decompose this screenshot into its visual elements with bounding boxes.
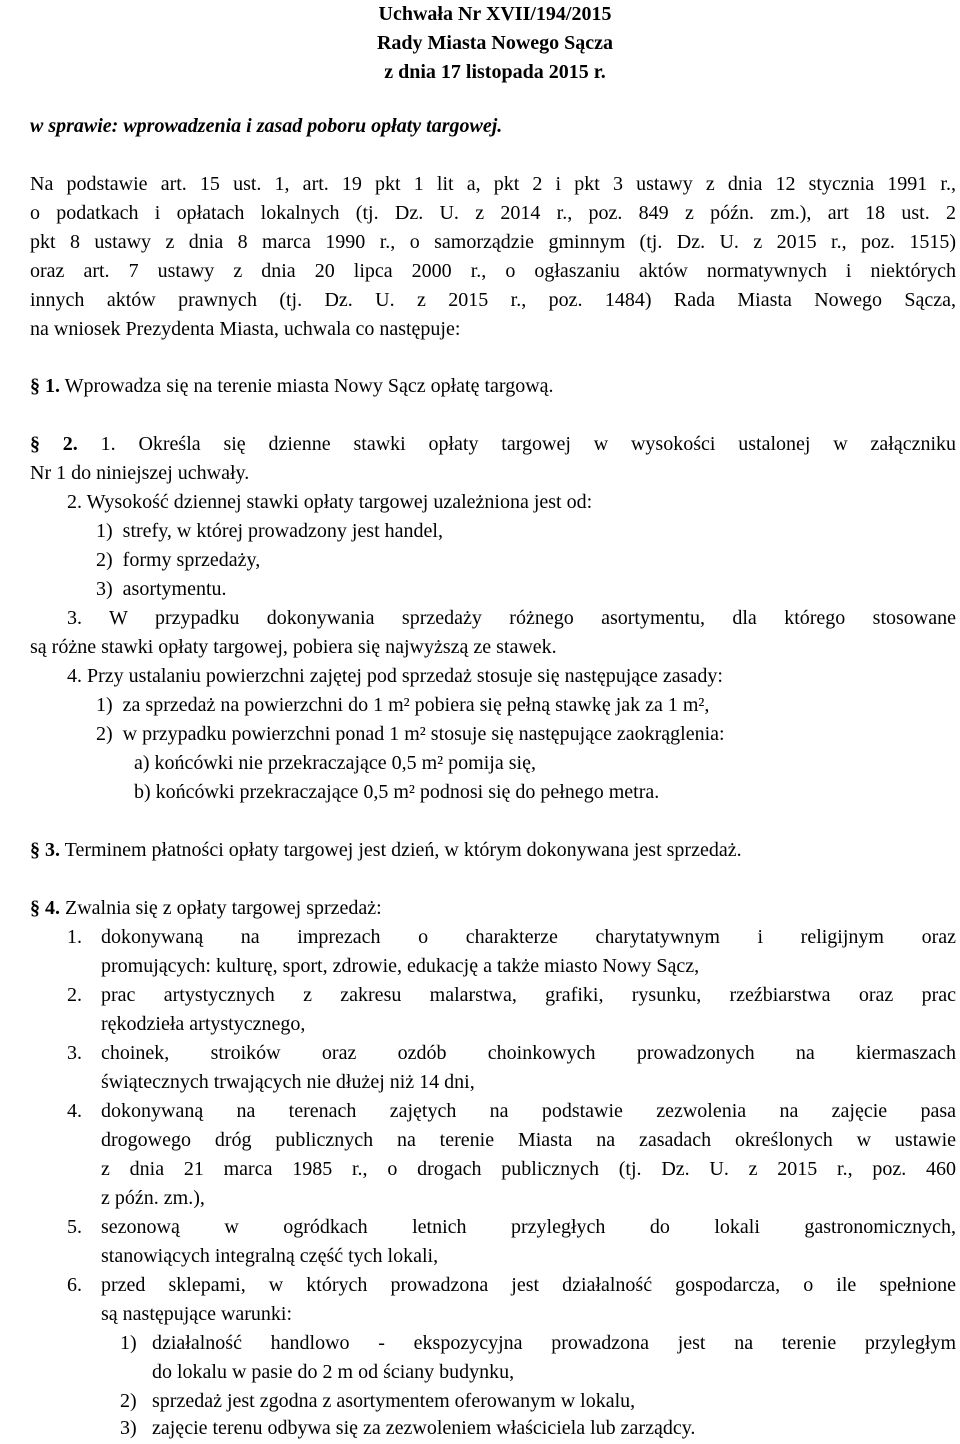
section-4-text: Zwalnia się z opłaty targowej sprzedaż: <box>65 897 382 919</box>
section-2-p4-text: Przy ustalaniu powierzchni zajętej pod sprzedaż stosuje się następujące zasady: <box>87 665 723 687</box>
preamble-line: innych aktów prawnych (tj. Dz. U. z 2015 r., poz. 1484) Rada Miasta Nowego Sącza, <box>30 289 956 311</box>
exemption-line: dokonywaną na terenach zajętych na podstawie zezwolenia na zajęcie pasa <box>101 1100 956 1122</box>
list-item-num: 2) <box>96 549 113 571</box>
preamble-line: na wniosek Prezydenta Miasta, uchwala co następuje: <box>30 318 461 340</box>
resolution-date: z dnia 17 listopada 2015 r. <box>384 61 606 83</box>
preamble-line: o podatkach i opłatach lokalnych (tj. Dz. U. z 2014 r., poz. 849 z późn. zm.), art 18 ust. 2 <box>30 202 956 224</box>
sub-list-item-text: końcówki nie przekraczające 0,5 m² pomija się, <box>154 752 536 774</box>
list-item-text: asortymentu. <box>122 578 227 600</box>
section-2-p1-line2: Nr 1 do niniejszej uchwały. <box>30 462 250 484</box>
preamble-line: oraz art. 7 ustawy z dnia 20 lipca 2000 r., o ogłaszaniu aktów normatywnych i niektórych <box>30 260 956 282</box>
exemption-line: z dnia 21 marca 1985 r., o drogach publicznych (tj. Dz. U. z 2015 r., poz. 460 <box>101 1158 956 1180</box>
exemption-line: dokonywaną na imprezach o charakterze charytatywnym i religijnym oraz <box>101 926 956 948</box>
list-item <box>96 575 227 603</box>
section-3-mark: § 3. <box>30 839 60 861</box>
exemption-line: choinek, stroików oraz ozdób choinkowych prowadzonych na kiermaszach <box>101 1042 956 1064</box>
list-item-text: za sprzedaż na powierzchni do 1 m² pobiera się pełną stawkę jak za 1 m², <box>122 694 710 716</box>
list-item-num: 3) <box>96 578 113 600</box>
exemption-line: sezonową w ogródkach letnich przyległych do lokali gastronomicznych, <box>101 1216 956 1238</box>
council-name: Rady Miasta Nowego Sącza <box>376 32 614 54</box>
section-2-p3-text: W przypadku dokonywania sprzedaży różnego asortymentu, dla którego stosowane <box>109 607 957 629</box>
exemption-line: promujących: kulturę, sport, zdrowie, edukację a także miasto Nowy Sącz, <box>101 955 700 977</box>
condition-num: 3) <box>120 1417 137 1439</box>
condition-line: do lokalu w pasie do 2 m od ściany budynku, <box>152 1361 515 1383</box>
condition-line: działalność handlowo - ekspozycyjna prowadzona jest na terenie przyległym <box>152 1332 956 1354</box>
condition-line: zajęcie terenu odbywa się za zezwoleniem właściciela lub zarządcy. <box>152 1417 696 1439</box>
exemption-line: są następujące warunki: <box>101 1303 293 1325</box>
section-2-p2 <box>67 488 592 516</box>
list-item-text: formy sprzedaży, <box>122 549 261 571</box>
condition-num: 2) <box>120 1390 137 1412</box>
exemption-line: przed sklepami, w których prowadzona jest działalność gospodarcza, o ile spełnione <box>101 1274 956 1296</box>
section-2-p1-text: Określa się dzienne stawki opłaty targowej w wysokości ustalonej w załączniku <box>138 433 957 455</box>
sub-list-item <box>134 778 659 806</box>
list-item <box>96 517 443 545</box>
section-2-p3-num: 3. <box>67 607 82 629</box>
section-2-p1-line1 <box>30 430 956 458</box>
section-2-mark: § 2. <box>30 433 78 455</box>
preamble-line: pkt 8 ustawy z dnia 8 marca 1990 r., o samorządzie gminnym (tj. Dz. U. z 2015 r., poz. 1515) <box>30 231 956 253</box>
section-2-p4-num: 4. <box>67 665 82 687</box>
exemption-line: prac artystycznych z zakresu malarstwa, grafiki, rysunku, rzeźbiarstwa oraz prac <box>101 984 956 1006</box>
list-item-num: 1) <box>96 694 113 716</box>
section-3 <box>30 836 956 864</box>
condition-line: sprzedaż jest zgodna z asortymentem oferowanym w lokalu, <box>152 1390 636 1412</box>
list-item <box>96 691 709 719</box>
list-item-num: 2) <box>96 723 113 745</box>
list-item-text: strefy, w której prowadzony jest handel, <box>122 520 443 542</box>
resolution-subject: w sprawie: wprowadzenia i zasad poboru opłaty targowej. <box>30 115 503 137</box>
exemption-line: świątecznych trwających nie dłużej niż 14 dni, <box>101 1071 475 1093</box>
condition-num: 1) <box>120 1332 137 1354</box>
section-3-text: Terminem płatności opłaty targowej jest dzień, w którym dokonywana jest sprzedaż. <box>64 839 742 861</box>
section-2-p4 <box>67 662 723 690</box>
section-2-p2-num: 2. <box>67 491 82 513</box>
section-2-p2-text: Wysokość dziennej stawki opłaty targowej uzależniona jest od: <box>86 491 593 513</box>
list-item <box>96 546 260 574</box>
exemption-line: stanowiących integralną część tych lokali, <box>101 1245 439 1267</box>
exemption-num: 4. <box>67 1100 82 1122</box>
exemption-line: z późn. zm.), <box>101 1187 205 1209</box>
resolution-header <box>0 0 960 87</box>
sub-list-item-num: b) <box>134 781 151 803</box>
exemption-num: 5. <box>67 1216 82 1238</box>
exemption-line: drogowego dróg publicznych na terenie Miasta na zasadach określonych w ustawie <box>101 1129 956 1151</box>
list-item <box>96 720 725 748</box>
exemption-num: 2. <box>67 984 82 1006</box>
list-item-text: w przypadku powierzchni ponad 1 m² stosuje się następujące zaokrąglenia: <box>122 723 725 745</box>
section-4-intro <box>30 894 956 922</box>
section-1 <box>30 372 956 400</box>
list-item-num: 1) <box>96 520 113 542</box>
exemption-num: 6. <box>67 1274 82 1296</box>
section-2-p3-line1 <box>67 604 956 632</box>
section-1-mark: § 1. <box>30 375 60 397</box>
section-2-p1-num: 1. <box>100 433 116 455</box>
section-1-text: Wprowadza się na terenie miasta Nowy Sącz opłatę targową. <box>64 375 554 397</box>
exemption-line: rękodzieła artystycznego, <box>101 1013 306 1035</box>
section-4-mark: § 4. <box>30 897 60 919</box>
section-2-p3-line2: są różne stawki opłaty targowej, pobiera się najwyższą ze stawek. <box>30 636 557 658</box>
sub-list-item <box>134 749 536 777</box>
exemption-num: 1. <box>67 926 82 948</box>
exemption-num: 3. <box>67 1042 82 1064</box>
resolution-number: Uchwała Nr XVII/194/2015 <box>378 3 612 25</box>
sub-list-item-num: a) <box>134 752 150 774</box>
preamble-line: Na podstawie art. 15 ust. 1, art. 19 pkt 1 lit a, pkt 2 i pkt 3 ustawy z dnia 12 stycznia 1991 r., <box>30 173 956 195</box>
sub-list-item-text: końcówki przekraczające 0,5 m² podnosi się do pełnego metra. <box>155 781 660 803</box>
